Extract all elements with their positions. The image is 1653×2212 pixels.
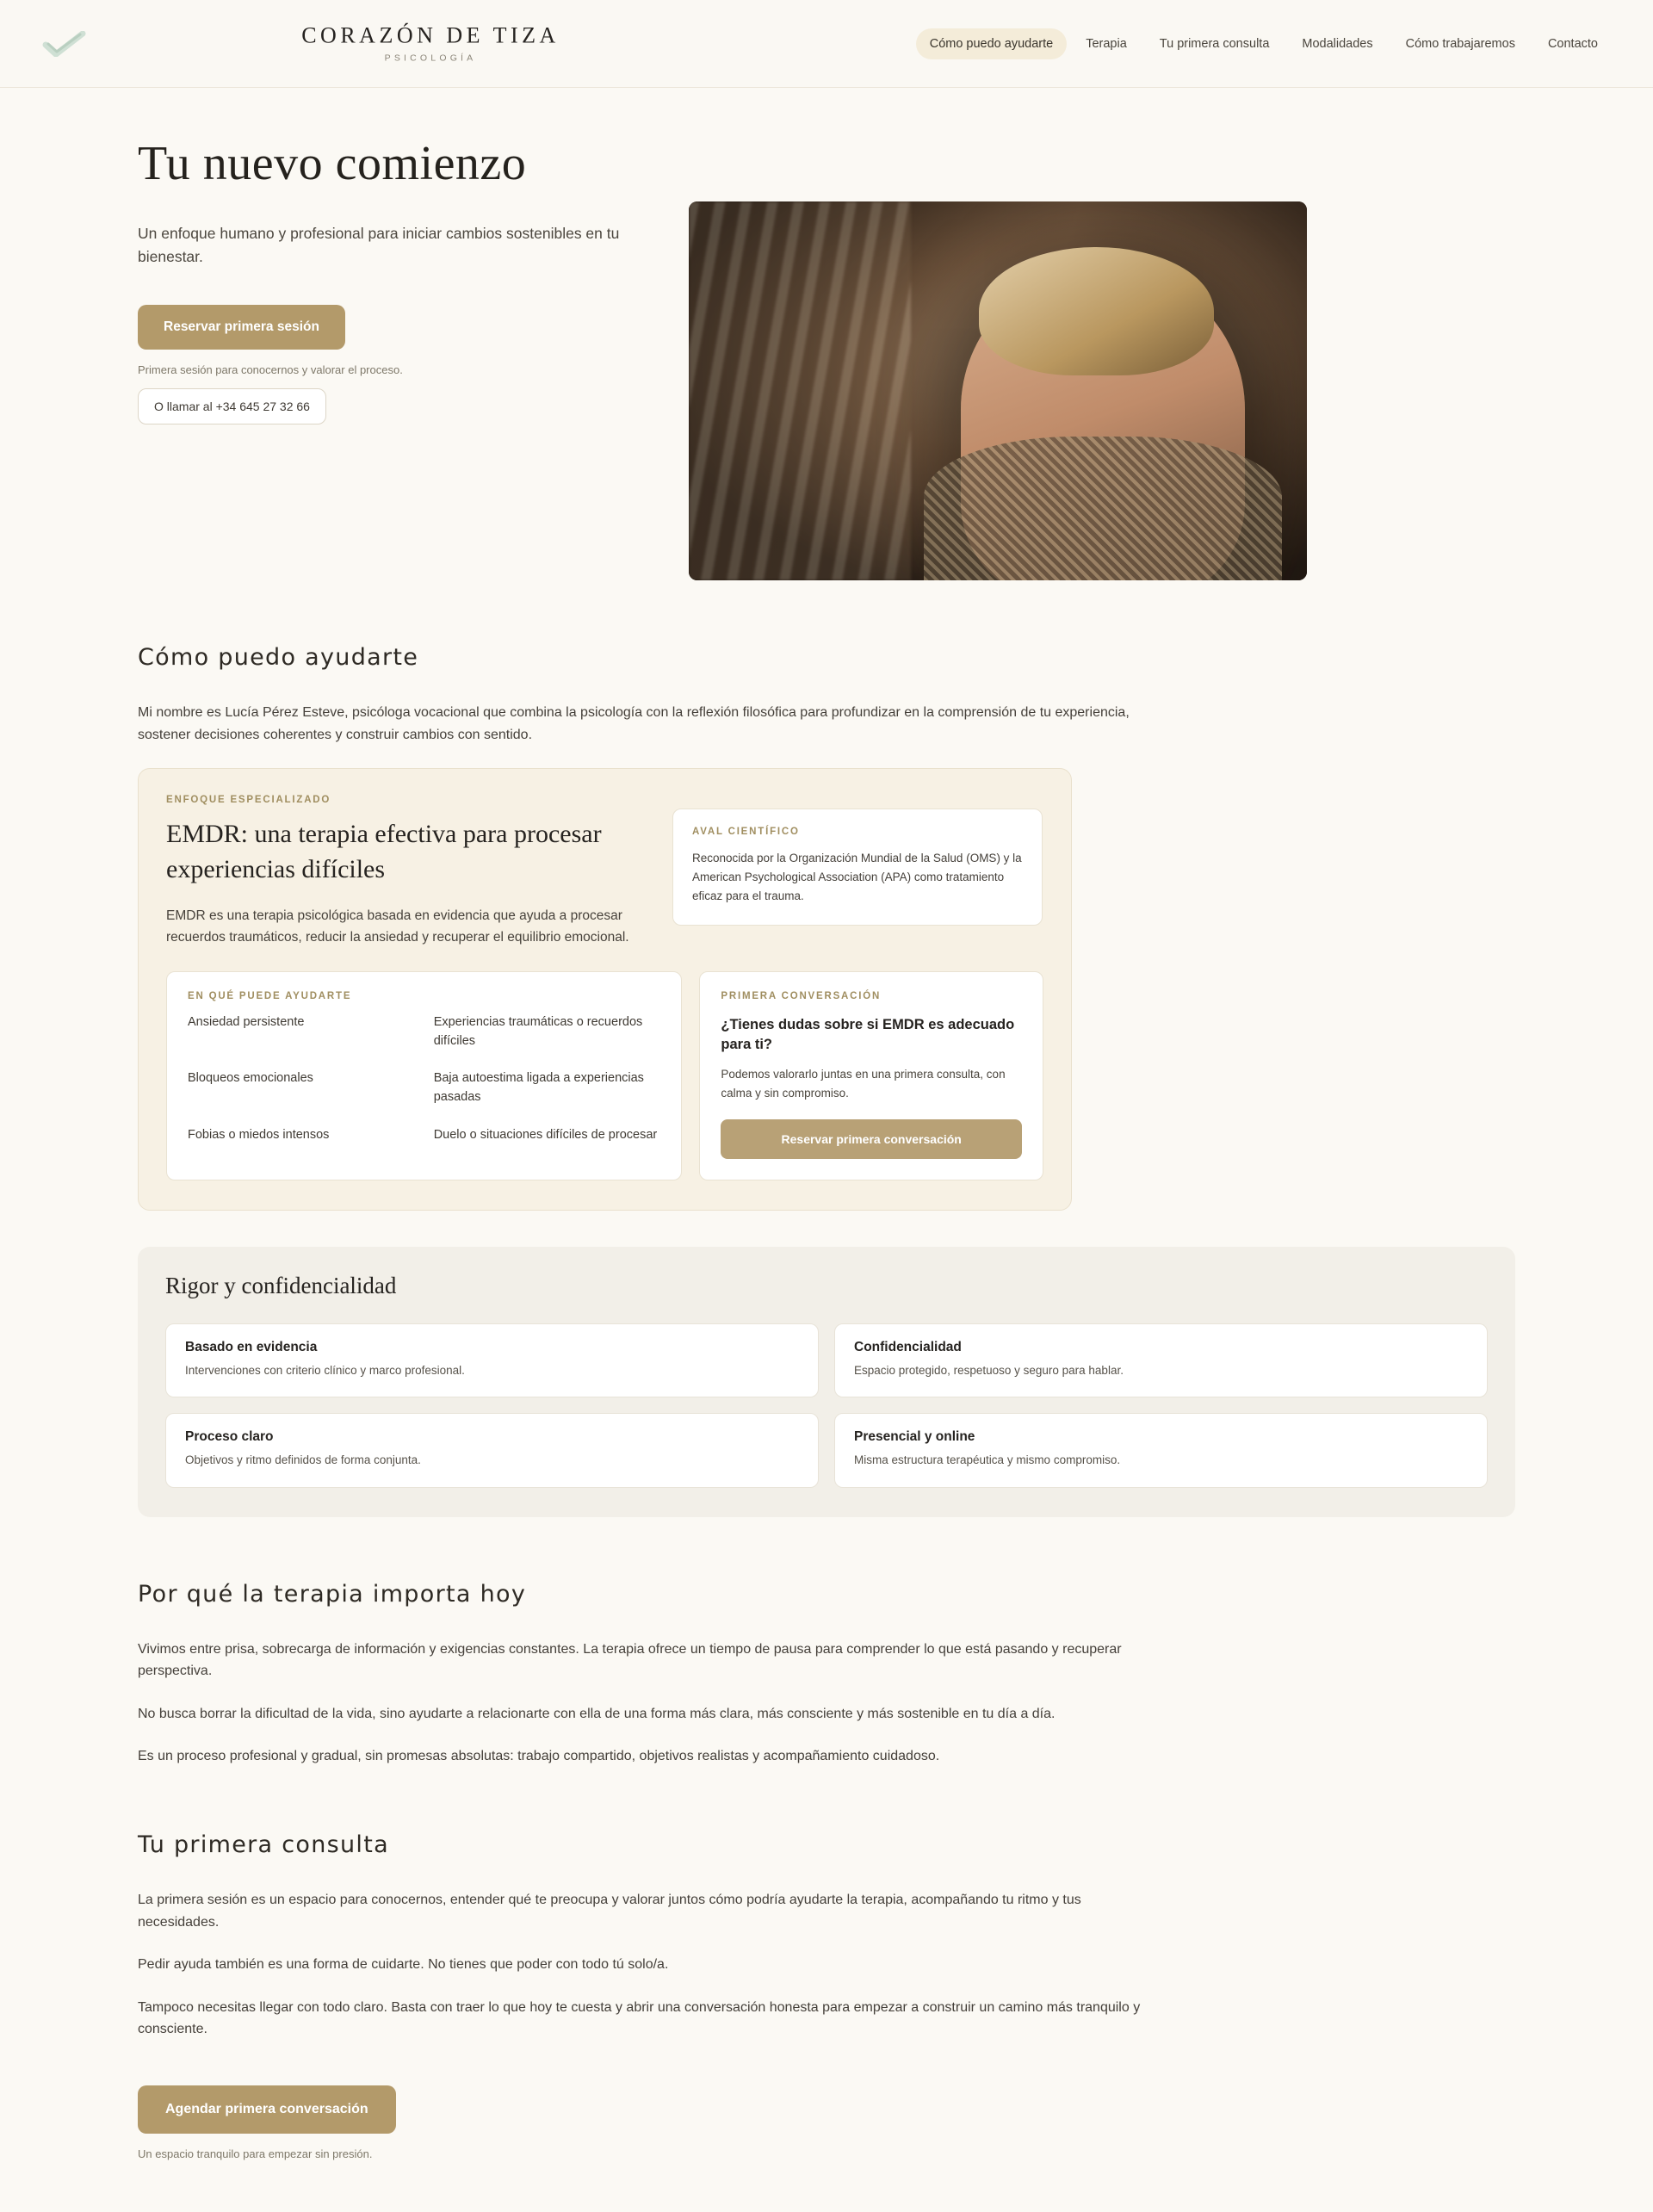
nav-item-como-puedo-ayudarte[interactable]: Cómo puedo ayudarte [916,28,1068,59]
rigor-card-evidencia [165,1323,819,1397]
why-paragraph: No busca borrar la dificultad de la vida, sino ayudarte a relacionarte con ella de una forma más clara, más consciente y más sostenible en tu día a día. [138,1706,1056,1721]
main-nav [916,28,1612,59]
talk-eyebrow: PRIMERA CONVERSACIÓN [721,990,882,1001]
portrait-hair [979,247,1214,376]
emdr-bottom-row [166,971,1043,1180]
aval-eyebrow: AVAL CIENTÍFICO [692,827,800,838]
call-phone-button[interactable]: O llamar al +34 645 27 32 66 [138,388,326,424]
first-session-paragraph: Pedir ayuda también es una forma de cuidarte. No tienes que poder con todo tú solo/a. [138,1957,669,1973]
primera-conversacion-card [699,971,1043,1180]
hero-content [0,136,654,424]
nav-item-como-trabajaremos[interactable]: Cómo trabajaremos [1405,36,1515,51]
check-leaf-icon[interactable] [41,31,88,57]
why-paragraph: Es un proceso profesional y gradual, sin promesas absolutas: trabajo compartido, objetivos realistas y acompañamiento cuidadoso. [138,1749,940,1764]
rigor-card-confidencialidad [834,1323,1488,1397]
nav-item-terapia[interactable]: Terapia [1086,36,1127,51]
rigor-card-presencial-online [834,1413,1488,1487]
rigor-grid [165,1323,1488,1488]
nav-item-tu-primera-consulta[interactable]: Tu primera consulta [1159,36,1270,51]
en-que-puede-ayudarte-card [166,971,682,1180]
portrait-jacket [924,437,1282,580]
first-session-note: Un espacio tranquilo para empezar sin presión. [138,2147,373,2160]
help-list-item: Bloqueos emocionales [188,1071,313,1086]
emdr-body-text: EMDR es una terapia psicológica basada en evidencia que ayuda a procesar recuerdos traumáticos, reducir la ansiedad y recuperar el equilibrio emocional. [166,908,629,945]
why-paragraph: Vivimos entre prisa, sobrecarga de información y exigencias constantes. La terapia ofrece un tiempo de pausa para comprender lo que está pasando y recuperar perspectiva. [138,1641,1122,1679]
rigor-card-text: Objetivos y ritmo definidos de forma conjunta. [185,1453,421,1467]
rigor-card-title: Basado en evidencia [185,1340,318,1355]
reservar-primera-sesion-button[interactable]: Reservar primera sesión [138,305,345,350]
help-list-item: Experiencias traumáticas o recuerdos difíciles [433,1014,643,1048]
agendar-primera-conversacion-button[interactable]: Agendar primera conversación [138,2085,396,2134]
site-header [0,0,1653,88]
reservar-primera-conversacion-button[interactable]: Reservar primera conversación [721,1119,1022,1159]
page-title: Tu nuevo comienzo [138,137,527,190]
emdr-eyebrow: ENFOQUE ESPECIALIZADO [166,795,331,806]
help-list-grid [188,1013,660,1145]
rigor-title: Rigor y confidencialidad [165,1273,397,1299]
portrait-curtain [689,201,911,580]
brand-name: CORAZÓN DE TIZA [301,22,560,48]
nav-item-modalidades[interactable]: Modalidades [1302,36,1373,51]
hero-section [0,88,1653,580]
rigor-card-text: Misma estructura terapéutica y mismo compromiso. [854,1453,1121,1467]
hero-portrait-image [689,201,1307,580]
rigor-card-title: Confidencialidad [854,1340,962,1355]
hero-note: Primera sesión para conocernos y valorar el proceso. [138,363,403,377]
first-session-paragraph: Tampoco necesitas llegar con todo claro. Basta con traer lo que hoy te cuesta y abrir una conversación honesta para empezar a construir un camino más tranquilo y consciente. [138,1999,1141,2037]
first-session-paragraph: La primera sesión es un espacio para conocernos, entender qué te preocupa y valorar juntos cómo podría ayudarte la terapia, acompañando tu ritmo y tus necesidades. [138,1893,1081,1930]
talk-body: Podemos valorarlo juntas en una primera consulta, con calma y sin compromiso. [721,1067,1006,1100]
aval-cientifico-card [672,809,1043,926]
help-list-item: Ansiedad persistente [188,1014,305,1029]
help-section-title: Cómo puedo ayudarte [138,644,419,671]
help-list-eyebrow: EN QUÉ PUEDE AYUDARTE [188,990,352,1001]
rigor-panel [138,1247,1515,1517]
emdr-panel [138,768,1072,1211]
emdr-heading: EMDR: una terapia efectiva para procesar experiencias difíciles [166,820,602,883]
help-intro-paragraph: Mi nombre es Lucía Pérez Esteve, psicóloga vocacional que combina la psicología con la reflexión filosófica para profundizar en la comprensión de tu experiencia, sostener decisiones coherentes y construir cambios con sentido. [138,705,1130,742]
rigor-card-text: Intervenciones con criterio clínico y marco profesional. [185,1364,465,1378]
first-session-title: Tu primera consulta [138,1831,389,1859]
rigor-card-title: Proceso claro [185,1429,274,1445]
emdr-main-column [166,795,648,949]
rigor-card-text: Espacio protegido, respetuoso y seguro para hablar. [854,1364,1124,1378]
why-section-title: Por qué la terapia importa hoy [138,1580,527,1608]
help-list-item: Fobias o miedos intensos [188,1127,330,1142]
rigor-card-title: Presencial y online [854,1429,975,1445]
brand[interactable] [301,23,560,64]
hero-subtitle: Un enfoque humano y profesional para iniciar cambios sostenibles en tu bienestar. [138,225,620,266]
aval-text: Reconocida por la Organización Mundial de la Salud (OMS) y la American Psychological Association (APA) como tratamiento eficaz para el trauma. [692,852,1022,902]
help-list-item: Baja autoestima ligada a experiencias pasadas [433,1071,644,1105]
brand-subtitle: PSICOLOGÍA [384,53,477,64]
help-list-item: Duelo o situaciones difíciles de procesar [433,1127,658,1142]
nav-item-contacto[interactable]: Contacto [1547,36,1598,51]
rigor-card-proceso [165,1413,819,1487]
help-section [0,644,1653,2160]
talk-heading: ¿Tienes dudas sobre si EMDR es adecuado para ti? [721,1016,1015,1052]
emdr-top-row [166,795,1043,949]
